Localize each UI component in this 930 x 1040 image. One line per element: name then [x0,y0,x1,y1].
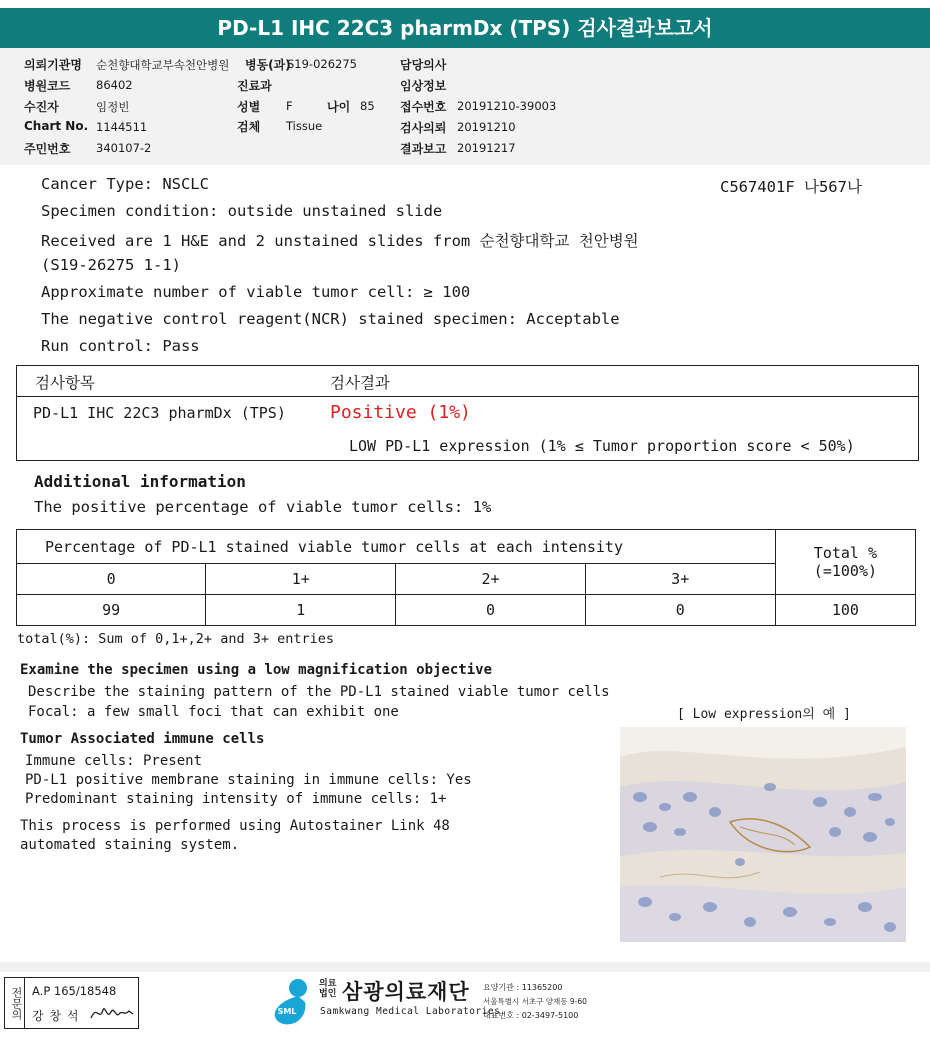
license-number: A.P 165/18548 [32,984,117,998]
value-2plus: 0 [396,594,585,625]
immune-line2: PD-L1 positive membrane staining in immune cells: Yes [25,772,472,788]
total-header-line2: (=100%) [813,561,878,580]
org-english: Samkwang Medical Laboratories [320,1006,501,1017]
request-value: 20191210 [457,120,516,134]
institution-value: 순천향대학교부속천안병원 [96,58,230,72]
intensity-3plus: 3+ [585,564,775,594]
total-note: total(%): Sum of 0,1+,2+ and 3+ entries [17,631,334,647]
receipt-label: 접수번호 [400,100,447,114]
cancer-type: Cancer Type: NSCLC [41,175,209,193]
age-label: 나이 [327,100,351,114]
signature-image [89,1002,135,1028]
stamp-vertical-label: 전문의 [5,978,25,1028]
org-prefix-2: 법인 [319,989,337,999]
examine-line1: Describe the staining pattern of the PD-L1 stained viable tumor cells [28,684,610,700]
examine-heading: Examine the specimen using a low magnification objective [20,662,493,678]
received-reference: (S19-26275 1-1) [41,256,181,274]
result-expression: LOW PD-L1 expression (1% ≤ Tumor proportion score < 50%) [349,437,855,455]
org-address: 서울특별시 서초구 양재동 9-60 [483,997,587,1006]
signature-stamp [4,977,139,1029]
sex-label: 성별 [237,100,261,114]
result-col-result: 검사결과 [330,374,390,392]
doctor-label: 담당의사 [400,58,447,72]
id-label: 주민번호 [24,142,71,156]
result-positive: Positive (1%) [330,402,471,423]
ncr-result: The negative control reagent(NCR) stained specimen: Acceptable [41,310,620,328]
clinical-label: 임상정보 [400,79,447,93]
additional-text: The positive percentage of viable tumor cells: 1% [34,498,492,516]
immune-heading: Tumor Associated immune cells [20,731,265,747]
dept-label: 진료과 [237,79,272,93]
id-value: 340107-2 [96,141,152,155]
org-logo [271,976,319,1030]
value-0: 99 [17,594,206,625]
result-item: PD-L1 IHC 22C3 pharmDx (TPS) [33,404,286,422]
result-table-divider [17,396,918,397]
value-1plus: 1 [206,594,396,625]
report-label: 결과보고 [400,142,447,156]
specimen-value: Tissue [286,119,323,133]
request-label: 검사의뢰 [400,121,447,135]
org-code: 요양기관 : 11365200 [483,983,563,992]
institution-label: 의뢰기관명 [24,58,82,72]
immune-line1: Immune cells: Present [25,753,203,769]
specimen-code: C567401F 나567나 [720,178,862,196]
intensity-1plus: 1+ [206,564,396,594]
collector-label: 수진자 [24,100,59,114]
collector-value: 임정빈 [96,100,130,114]
total-header-line1: Total % [813,543,878,562]
total-header [775,530,915,595]
footer-band [0,962,930,972]
intensity-0: 0 [17,564,206,594]
result-col-item: 검사항목 [35,374,95,392]
chart-value: 1144511 [96,120,148,134]
process-line1: This process is performed using Autostainer Link 48 [20,818,450,834]
specimen-condition: Specimen condition: outside unstained slide [41,202,443,220]
additional-heading: Additional information [34,472,246,491]
image-caption: [ Low expression의 예 ] [677,707,851,722]
received-slides: Received are 1 H&E and 2 unstained slides from 순천향대학교 천안병원 [41,232,639,250]
run-control: Run control: Pass [41,337,200,355]
examine-line2: Focal: a few small foci that can exhibit one [28,704,399,720]
age-value: 85 [360,99,375,113]
value-total: 100 [775,594,915,625]
immune-line3: Predominant staining intensity of immune cells: 1+ [25,791,447,807]
hospital-code-label: 병원코드 [24,79,71,93]
org-phone: 대표번호 : 02-3497-5100 [483,1011,579,1020]
value-3plus: 0 [585,594,775,625]
specimen-label: 검체 [237,120,261,134]
org-prefix [319,979,336,999]
microscopy-image [620,727,906,942]
ward-label: 병동(과) [245,58,291,72]
receipt-value: 20191210-39003 [457,99,557,113]
ward-value: S19-026275 [287,57,357,71]
org-prefix-1: 의료 [319,979,337,989]
doctor-name: 강 창 석 [32,1009,80,1023]
intensity-header: Percentage of PD-L1 stained viable tumor cells at each intensity [17,530,776,564]
hospital-code-value: 86402 [96,78,133,92]
viable-cells: Approximate number of viable tumor cell: ≥ 100 [41,283,471,301]
report-value: 20191217 [457,141,516,155]
sex-value: F [286,99,293,113]
intensity-2plus: 2+ [396,564,585,594]
report-title: PD-L1 IHC 22C3 pharmDx (TPS) 검사결과보고서 [0,8,930,48]
org-name: 삼광의료재단 [342,980,470,1004]
chart-label: Chart No. [24,119,89,133]
intensity-table [16,529,916,626]
process-line2: automated staining system. [20,837,240,853]
sml-logo-text: SML [277,1007,297,1016]
